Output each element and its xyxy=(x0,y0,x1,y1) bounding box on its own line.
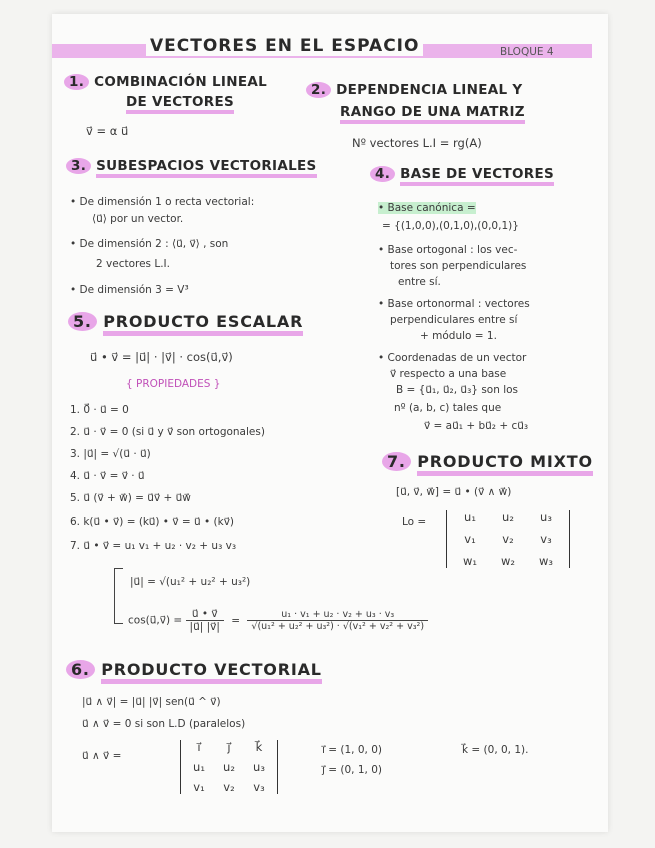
s6-m-2-1: v₂ xyxy=(223,780,235,794)
s4-item3-line2: perpendiculares entre sí xyxy=(390,314,518,326)
s6-j-def: j⃗ = (0, 1, 0) xyxy=(322,764,382,776)
s5-prop-4: 4. u⃗ · v⃗ = v⃗ · u⃗ xyxy=(70,470,145,482)
s5-mod-formula: |u⃗| = √(u₁² + u₂² + u₃²) xyxy=(130,576,251,588)
s6-m-1-1: u₂ xyxy=(223,760,235,774)
s5-cos-num1: u⃗ • v⃗ xyxy=(186,608,224,621)
section-2-heading xyxy=(306,82,522,98)
s4-item1-line1 xyxy=(378,202,476,214)
section-4-heading xyxy=(370,166,554,182)
s6-m-0-0: i⃗ xyxy=(197,740,201,754)
section-4-number: 4. xyxy=(370,166,395,182)
section-1-title-line1: COMBINACIÓN LINEAL xyxy=(94,74,268,90)
section-7-title: PRODUCTO MIXTO xyxy=(417,452,593,476)
s7-lhs: Lo = xyxy=(402,516,427,528)
section-6-title: PRODUCTO VECTORIAL xyxy=(101,660,322,684)
section-2-formula: Nº vectores L.I = rg(A) xyxy=(352,136,482,150)
s4-item4-line1: • Coordenadas de un vector xyxy=(378,352,527,364)
s3-item2-line1: • De dimensión 2 : ⟨u⃗, v⃗⟩ , son xyxy=(70,238,229,250)
s6-m-0-1: j⃗ xyxy=(227,740,231,754)
section-6-heading xyxy=(66,660,322,679)
section-2-title-line2: RANGO DE UNA MATRIZ xyxy=(340,104,525,124)
s5-prop-2: 2. u⃗ · v⃗ = 0 (si u⃗ y v⃗ son ortogonales) xyxy=(70,426,265,438)
s7-m-0-2: u₃ xyxy=(540,510,552,524)
block-badge: BLOQUE 4 xyxy=(500,46,554,58)
s7-m-0-1: u₂ xyxy=(502,510,514,524)
s5-cos-num2: u₁ · v₁ + u₂ · v₂ + u₃ · v₃ xyxy=(247,609,428,621)
s6-lhs: u⃗ ∧ v⃗ = xyxy=(82,750,122,762)
s5-cos-formula xyxy=(128,608,428,633)
s4-item1-text: • Base canónica = xyxy=(378,202,476,214)
s5-bracket xyxy=(114,568,123,624)
s5-cos-den2: √(u₁² + u₂² + u₃²) · √(v₁² + v₂² + v₃²) xyxy=(251,621,425,632)
s6-line2: u⃗ ∧ v⃗ = 0 si son L.D (paralelos) xyxy=(82,718,246,730)
s4-item1-line2: = {(1,0,0),(0,1,0),(0,0,1)} xyxy=(382,220,519,232)
s7-matrix xyxy=(446,510,570,568)
s7-m-2-0: w₁ xyxy=(462,554,477,568)
s6-k-def: k⃗ = (0, 0, 1). xyxy=(462,744,529,756)
s4-item4-line3: B = {u⃗₁, u⃗₂, u⃗₃} son los xyxy=(396,384,519,396)
s6-i-def: i⃗ = (1, 0, 0) xyxy=(322,744,382,756)
section-7-heading xyxy=(382,452,593,471)
s7-formula: [u⃗, v⃗, w⃗] = u⃗ • (v⃗ ∧ w⃗) xyxy=(396,486,512,498)
s3-item1-line1: • De dimensión 1 o recta vectorial: xyxy=(70,196,255,208)
s7-m-1-1: v₂ xyxy=(502,532,514,546)
s4-item4-line2: v⃗ respecto a una base xyxy=(390,368,507,380)
s4-item4-line5: v⃗ = au⃗₁ + bu⃗₂ + cu⃗₃ xyxy=(424,420,529,432)
s5-cos-eq: = xyxy=(231,614,241,627)
s7-m-2-2: w₃ xyxy=(538,554,553,568)
s3-item1-line2: ⟨u⃗⟩ por un vector. xyxy=(92,213,184,225)
s5-cos-den1: |u⃗| |v⃗| xyxy=(189,621,220,633)
s5-formula: u⃗ • v⃗ = |u⃗| · |v⃗| · cos(u⃗,v⃗) xyxy=(90,350,233,364)
s7-m-1-0: v₁ xyxy=(464,532,476,546)
section-7-number: 7. xyxy=(382,452,411,471)
section-1-formula: v⃗ = α u⃗ xyxy=(86,124,129,138)
s6-m-0-2: k⃗ xyxy=(255,740,263,754)
s5-prop-5: 5. u⃗ (v⃗ + w⃗) = u⃗v⃗ + u⃗w⃗ xyxy=(70,492,191,504)
s5-cos-frac1 xyxy=(186,608,224,633)
section-2-title-line1: DEPENDENCIA LINEAL Y xyxy=(336,82,523,98)
s5-cos-lhs: cos(u⃗,v⃗) = xyxy=(128,614,183,627)
s4-item2-line3: entre sí. xyxy=(398,276,441,288)
s5-props-title: { PROPIEDADES } xyxy=(126,378,221,390)
section-2-number: 2. xyxy=(306,82,331,98)
page-title: VECTORES EN EL ESPACIO xyxy=(146,36,423,56)
s7-m-1-2: v₃ xyxy=(540,532,552,546)
s5-cos-frac2 xyxy=(247,609,428,632)
section-3-number: 3. xyxy=(66,158,91,174)
s6-m-1-0: u₁ xyxy=(193,760,205,774)
section-5-heading xyxy=(68,312,303,331)
s5-prop-3: 3. |u⃗| = √(u⃗ · u⃗) xyxy=(70,448,151,460)
s6-m-2-0: v₁ xyxy=(193,780,205,794)
s7-m-2-1: w₂ xyxy=(500,554,515,568)
s3-item2-line2: 2 vectores L.I. xyxy=(96,258,170,270)
s4-item4-line4: nº (a, b, c) tales que xyxy=(394,402,502,414)
s4-item3-line3: + módulo = 1. xyxy=(420,330,497,342)
notes-sheet xyxy=(52,14,608,832)
section-5-number: 5. xyxy=(68,312,97,331)
s4-item3-line1: • Base ortonormal : vectores xyxy=(378,298,530,310)
section-6-number: 6. xyxy=(66,660,95,679)
s5-prop-6: 6. k(u⃗ • v⃗) = (ku⃗) • v⃗ = u⃗ • (kv⃗) xyxy=(70,516,235,528)
section-1-heading xyxy=(64,74,267,90)
s4-item2-line1: • Base ortogonal : los vec- xyxy=(378,244,518,256)
s5-prop-7: 7. u⃗ • v⃗ = u₁ v₁ + u₂ · v₂ + u₃ v₃ xyxy=(70,540,237,552)
section-3-heading xyxy=(66,158,317,174)
s6-line1: |u⃗ ∧ v⃗| = |u⃗| |v⃗| sen(u⃗ ^ v⃗) xyxy=(82,696,221,708)
section-1-title-line2: DE VECTORES xyxy=(126,94,234,114)
s7-m-0-0: u₁ xyxy=(464,510,476,524)
section-5-title: PRODUCTO ESCALAR xyxy=(103,312,303,336)
s6-m-1-2: u₃ xyxy=(253,760,265,774)
section-1-number: 1. xyxy=(64,74,89,90)
section-4-title: BASE DE VECTORES xyxy=(400,166,554,186)
s6-m-2-2: v₃ xyxy=(253,780,265,794)
s4-item2-line2: tores son perpendiculares xyxy=(390,260,527,272)
section-3-title: SUBESPACIOS VECTORIALES xyxy=(96,158,316,178)
s6-matrix xyxy=(180,740,278,794)
s5-prop-1: 1. 0⃗ · u⃗ = 0 xyxy=(70,404,129,416)
s3-item3-line1: • De dimensión 3 = V³ xyxy=(70,284,189,296)
